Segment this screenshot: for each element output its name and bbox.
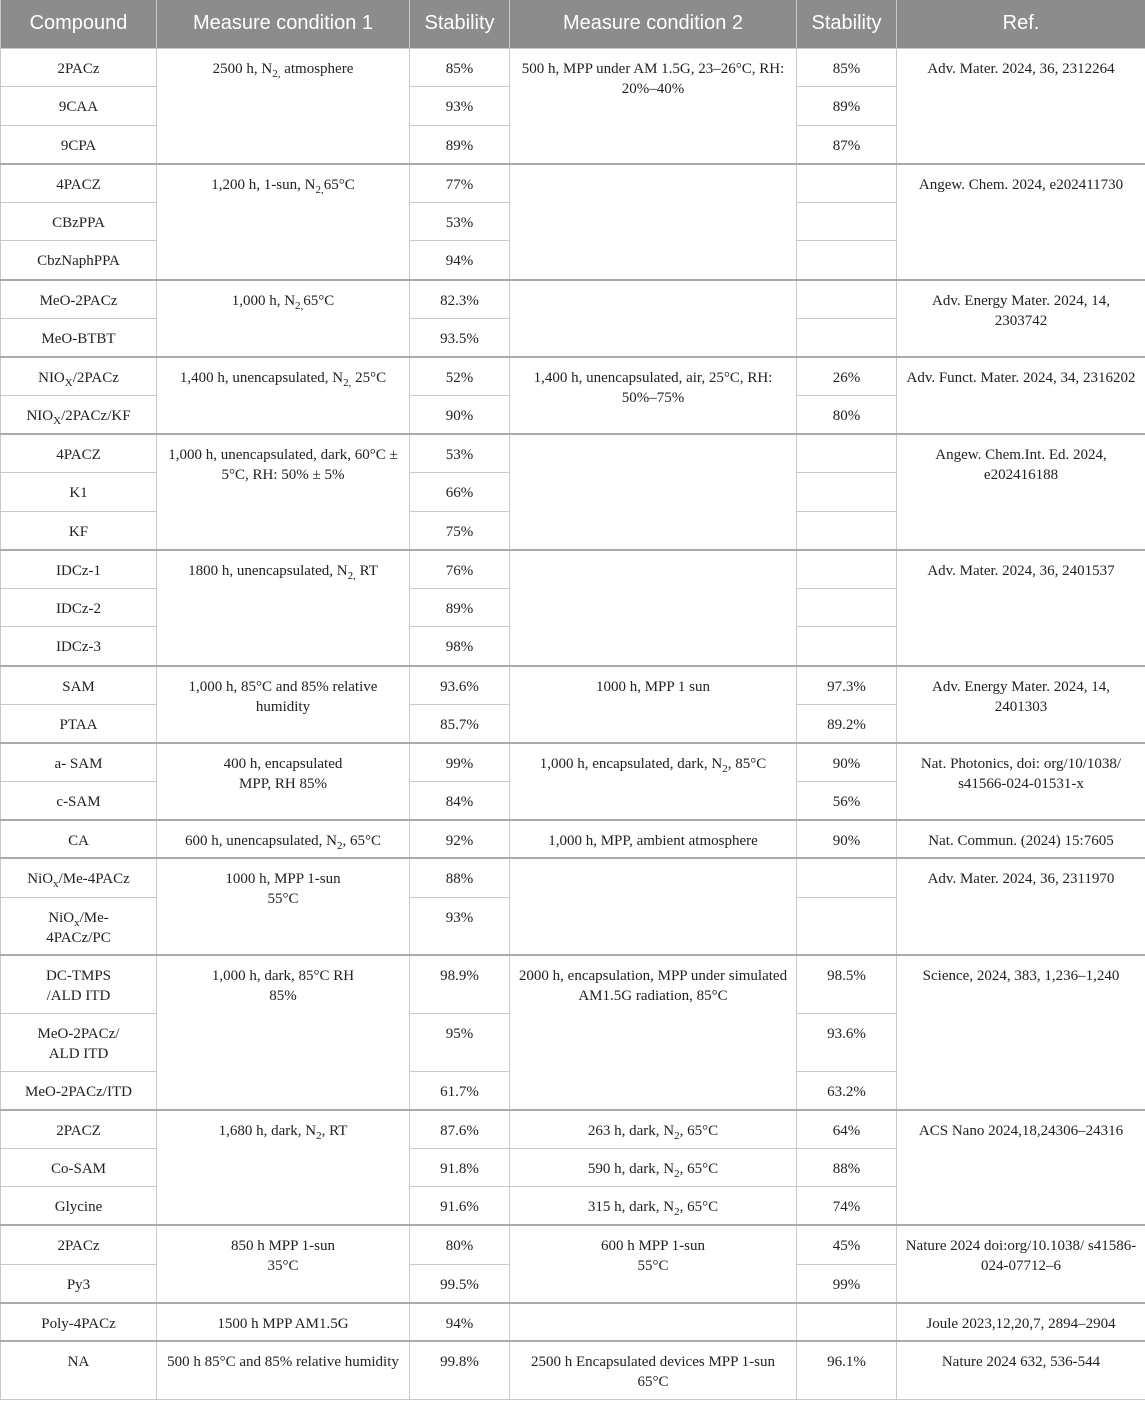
table-row: [1, 1225, 1145, 1264]
compound-cell: MeO-2PACz/ ALD ITD: [1, 1013, 157, 1071]
ref-cell: Nature 2024 632, 536-544: [897, 1341, 1145, 1399]
measure-condition-1-cell: 1,680 h, dark, $N_2$, RT: [157, 1110, 410, 1226]
table-row: [1, 1110, 1145, 1149]
header-stability-2: Stability: [797, 0, 897, 48]
compound-cell: IDCz-2: [1, 588, 157, 627]
stability-1-cell: 94%: [410, 241, 510, 280]
stability-2-cell: 90%: [797, 820, 897, 859]
stability-1-cell: 93%: [410, 87, 510, 126]
compound-cell: CBzPPA: [1, 202, 157, 241]
measure-condition-1-cell: 400 h, encapsulated MPP, RH 85%: [157, 743, 410, 820]
compound-cell: K1: [1, 473, 157, 512]
stability-2-cell: [797, 434, 897, 473]
stability-2-cell: 85%: [797, 48, 897, 87]
stability-2-cell: 89.2%: [797, 704, 897, 743]
compound-cell: MeO-2PACz: [1, 280, 157, 319]
measure-condition-1-cell: 1,000 h, dark, 85°C RH 85%: [157, 955, 410, 1110]
compound-cell: a- SAM: [1, 743, 157, 782]
measure-condition-1-cell: 600 h, unencapsulated, $N_2$, 65°C: [157, 820, 410, 859]
table-row: [1, 48, 1145, 87]
ref-cell: Nature 2024 doi:org/10.1038/ s41586-024-07712–6: [897, 1225, 1145, 1302]
measure-condition-1-cell: 1,200 h, 1-sun, $N_{2,}65^\circ C$: [157, 164, 410, 280]
measure-condition-1-cell: 850 h MPP 1-sun 35°C: [157, 1225, 410, 1302]
ref-cell: Adv. Energy Mater. 2024, 14, 2303742: [897, 280, 1145, 357]
stability-1-cell: 53%: [410, 202, 510, 241]
ref-cell: Adv. Energy Mater. 2024, 14, 2401303: [897, 666, 1145, 743]
stability-1-cell: 61.7%: [410, 1071, 510, 1110]
table-row: [1, 666, 1145, 705]
compound-cell: PTAA: [1, 704, 157, 743]
measure-condition-2-cell: [510, 1303, 797, 1342]
measure-condition-2-cell: [510, 164, 797, 280]
measure-condition-1-cell: 500 h 85°C and 85% relative humidity: [157, 1341, 410, 1399]
compound-cell: 9CAA: [1, 87, 157, 126]
compound-cell: Poly-4PACz: [1, 1303, 157, 1342]
compound-cell: 9CPA: [1, 125, 157, 164]
compound-cell: 2PACz: [1, 48, 157, 87]
stability-1-cell: 75%: [410, 511, 510, 550]
compound-cell: CA: [1, 820, 157, 859]
table-row: [1, 1341, 1145, 1399]
stability-2-cell: 87%: [797, 125, 897, 164]
compound-cell: Py3: [1, 1264, 157, 1303]
stability-2-cell: 99%: [797, 1264, 897, 1303]
compound-cell: Co-SAM: [1, 1148, 157, 1187]
stability-1-cell: 87.6%: [410, 1110, 510, 1149]
table-row: [1, 820, 1145, 859]
stability-2-cell: 45%: [797, 1225, 897, 1264]
ref-cell: Adv. Mater. 2024, 36, 2401537: [897, 550, 1145, 666]
measure-condition-1-cell: 2500 h, $N_{2,}$ atmosphere: [157, 48, 410, 164]
stability-2-cell: 98.5%: [797, 955, 897, 1013]
stability-1-cell: 90%: [410, 395, 510, 434]
stability-2-cell: [797, 897, 897, 955]
measure-condition-2-cell: [510, 280, 797, 357]
table-row: [1, 434, 1145, 473]
stability-2-cell: [797, 473, 897, 512]
compound-cell: 2PACz: [1, 1225, 157, 1264]
measure-condition-2-cell: 590 h, dark, $N_2$, 65°C: [510, 1148, 797, 1187]
ref-cell: Adv. Funct. Mater. 2024, 34, 2316202: [897, 357, 1145, 434]
measure-condition-2-cell: 500 h, MPP under AM 1.5G, 23–26°C, RH: 20%–40%: [510, 48, 797, 164]
stability-1-cell: 91.8%: [410, 1148, 510, 1187]
table-row: [1, 357, 1145, 396]
stability-1-cell: 85.7%: [410, 704, 510, 743]
ref-cell: Adv. Mater. 2024, 36, 2311970: [897, 858, 1145, 955]
ref-cell: Angew. Chem. 2024, e202411730: [897, 164, 1145, 280]
stability-2-cell: [797, 202, 897, 241]
header-measure-condition-1: Measure condition 1: [157, 0, 410, 48]
stability-2-cell: [797, 511, 897, 550]
stability-2-cell: [797, 318, 897, 357]
table-row: [1, 743, 1145, 782]
stability-2-cell: 93.6%: [797, 1013, 897, 1071]
stability-1-cell: 84%: [410, 781, 510, 820]
stability-2-cell: 63.2%: [797, 1071, 897, 1110]
compound-cell: SAM: [1, 666, 157, 705]
compound-cell: NiO$_x$/Me-4PACz: [1, 858, 157, 897]
compound-cell: 4PACZ: [1, 164, 157, 203]
stability-1-cell: 89%: [410, 125, 510, 164]
compound-cell: IDCz-3: [1, 627, 157, 666]
compound-cell: CbzNaphPPA: [1, 241, 157, 280]
compound-cell: 2PACZ: [1, 1110, 157, 1149]
stability-1-cell: 93.5%: [410, 318, 510, 357]
measure-condition-1-cell: 1000 h, MPP 1-sun 55°C: [157, 858, 410, 955]
measure-condition-2-cell: 1000 h, MPP 1 sun: [510, 666, 797, 743]
stability-1-cell: 93.6%: [410, 666, 510, 705]
stability-1-cell: 94%: [410, 1303, 510, 1342]
compound-cell: MeO-BTBT: [1, 318, 157, 357]
stability-2-cell: 96.1%: [797, 1341, 897, 1399]
ref-cell: Joule 2023,12,20,7, 2894–2904: [897, 1303, 1145, 1342]
measure-condition-2-cell: [510, 434, 797, 550]
stability-2-cell: 89%: [797, 87, 897, 126]
stability-1-cell: 92%: [410, 820, 510, 859]
stability-2-cell: [797, 280, 897, 319]
measure-condition-1-cell: 1,000 h, 85°C and 85% relative humidity: [157, 666, 410, 743]
measure-condition-2-cell: [510, 550, 797, 666]
stability-2-cell: [797, 588, 897, 627]
table-row: [1, 1303, 1145, 1342]
stability-1-cell: 77%: [410, 164, 510, 203]
stability-2-cell: 88%: [797, 1148, 897, 1187]
compound-cell: NiO$_x$/Me- 4PACz/PC: [1, 897, 157, 955]
ref-cell: Angew. Chem.Int. Ed. 2024, e202416188: [897, 434, 1145, 550]
stability-1-cell: 99.8%: [410, 1341, 510, 1399]
measure-condition-1-cell: 1,400 h, unencapsulated, $N_{2,}$ 25°C: [157, 357, 410, 434]
stability-1-cell: 76%: [410, 550, 510, 589]
measure-condition-2-cell: 2000 h, encapsulation, MPP under simulated AM1.5G radiation, 85°C: [510, 955, 797, 1110]
stability-1-cell: 99%: [410, 743, 510, 782]
stability-2-cell: [797, 164, 897, 203]
stability-2-cell: [797, 550, 897, 589]
header-stability-1: Stability: [410, 0, 510, 48]
stability-2-cell: [797, 858, 897, 897]
ref-cell: Science, 2024, 383, 1,236–1,240: [897, 955, 1145, 1110]
ref-cell: Nat. Commun. (2024) 15:7605: [897, 820, 1145, 859]
stability-1-cell: 88%: [410, 858, 510, 897]
compound-cell: c-SAM: [1, 781, 157, 820]
stability-1-cell: 85%: [410, 48, 510, 87]
compound-cell: KF: [1, 511, 157, 550]
stability-1-cell: 98%: [410, 627, 510, 666]
stability-1-cell: 95%: [410, 1013, 510, 1071]
stability-2-cell: 64%: [797, 1110, 897, 1149]
compound-cell: 4PACZ: [1, 434, 157, 473]
stability-1-cell: 99.5%: [410, 1264, 510, 1303]
measure-condition-1-cell: 1500 h MPP AM1.5G: [157, 1303, 410, 1342]
table-row: [1, 858, 1145, 897]
stability-2-cell: 56%: [797, 781, 897, 820]
table-body: [1, 48, 1145, 1399]
measure-condition-1-cell: 1,000 h, $N_{2,}65^\circ C$: [157, 280, 410, 357]
measure-condition-2-cell: [510, 858, 797, 955]
ref-cell: ACS Nano 2024,18,24306–24316: [897, 1110, 1145, 1226]
stability-1-cell: 91.6%: [410, 1187, 510, 1226]
table-header: [1, 0, 1145, 48]
stability-1-cell: 93%: [410, 897, 510, 955]
table-row: [1, 280, 1145, 319]
stability-2-cell: 97.3%: [797, 666, 897, 705]
compound-cell: MeO-2PACz/ITD: [1, 1071, 157, 1110]
compound-cell: Glycine: [1, 1187, 157, 1226]
header-compound: Compound: [1, 0, 157, 48]
stability-1-cell: 53%: [410, 434, 510, 473]
stability-2-cell: 74%: [797, 1187, 897, 1226]
table-row: [1, 164, 1145, 203]
header-ref: Ref.: [897, 0, 1145, 48]
measure-condition-2-cell: 600 h MPP 1-sun 55°C: [510, 1225, 797, 1302]
table-row: [1, 550, 1145, 589]
measure-condition-2-cell: 1,400 h, unencapsulated, air, 25°C, RH: 50%–75%: [510, 357, 797, 434]
compound-cell: IDCz-1: [1, 550, 157, 589]
stability-2-cell: 26%: [797, 357, 897, 396]
stability-2-cell: [797, 241, 897, 280]
stability-1-cell: 89%: [410, 588, 510, 627]
stability-1-cell: 82.3%: [410, 280, 510, 319]
compound-cell: $NIO_X/2PACz/KF$: [1, 395, 157, 434]
table-row: [1, 955, 1145, 1013]
header-measure-condition-2: Measure condition 2: [510, 0, 797, 48]
measure-condition-2-cell: 263 h, dark, $N_2$, 65°C: [510, 1110, 797, 1149]
stability-1-cell: 80%: [410, 1225, 510, 1264]
stability-2-cell: 90%: [797, 743, 897, 782]
stability-1-cell: 66%: [410, 473, 510, 512]
stability-2-cell: 80%: [797, 395, 897, 434]
compound-cell: NA: [1, 1341, 157, 1399]
compound-cell: DC-TMPS /ALD ITD: [1, 955, 157, 1013]
ref-cell: Nat. Photonics, doi: org/10/1038/ s41566-024-01531-x: [897, 743, 1145, 820]
measure-condition-2-cell: 1,000 h, encapsulated, dark, $N_2$, 85°C: [510, 743, 797, 820]
stability-1-cell: 98.9%: [410, 955, 510, 1013]
stability-2-cell: [797, 627, 897, 666]
stability-2-cell: [797, 1303, 897, 1342]
measure-condition-2-cell: 2500 h Encapsulated devices MPP 1-sun 65°C: [510, 1341, 797, 1399]
measure-condition-2-cell: 1,000 h, MPP, ambient atmosphere: [510, 820, 797, 859]
measure-condition-2-cell: 315 h, dark, $N_2$, 65°C: [510, 1187, 797, 1226]
measure-condition-1-cell: 1,000 h, unencapsulated, dark, 60°C ± 5°C, RH: 50% ± 5%: [157, 434, 410, 550]
measure-condition-1-cell: 1800 h, unencapsulated, $N_{2,}$ RT: [157, 550, 410, 666]
stability-1-cell: 52%: [410, 357, 510, 396]
ref-cell: Adv. Mater. 2024, 36, 2312264: [897, 48, 1145, 164]
compound-cell: $NIO_X/2PACz$: [1, 357, 157, 396]
